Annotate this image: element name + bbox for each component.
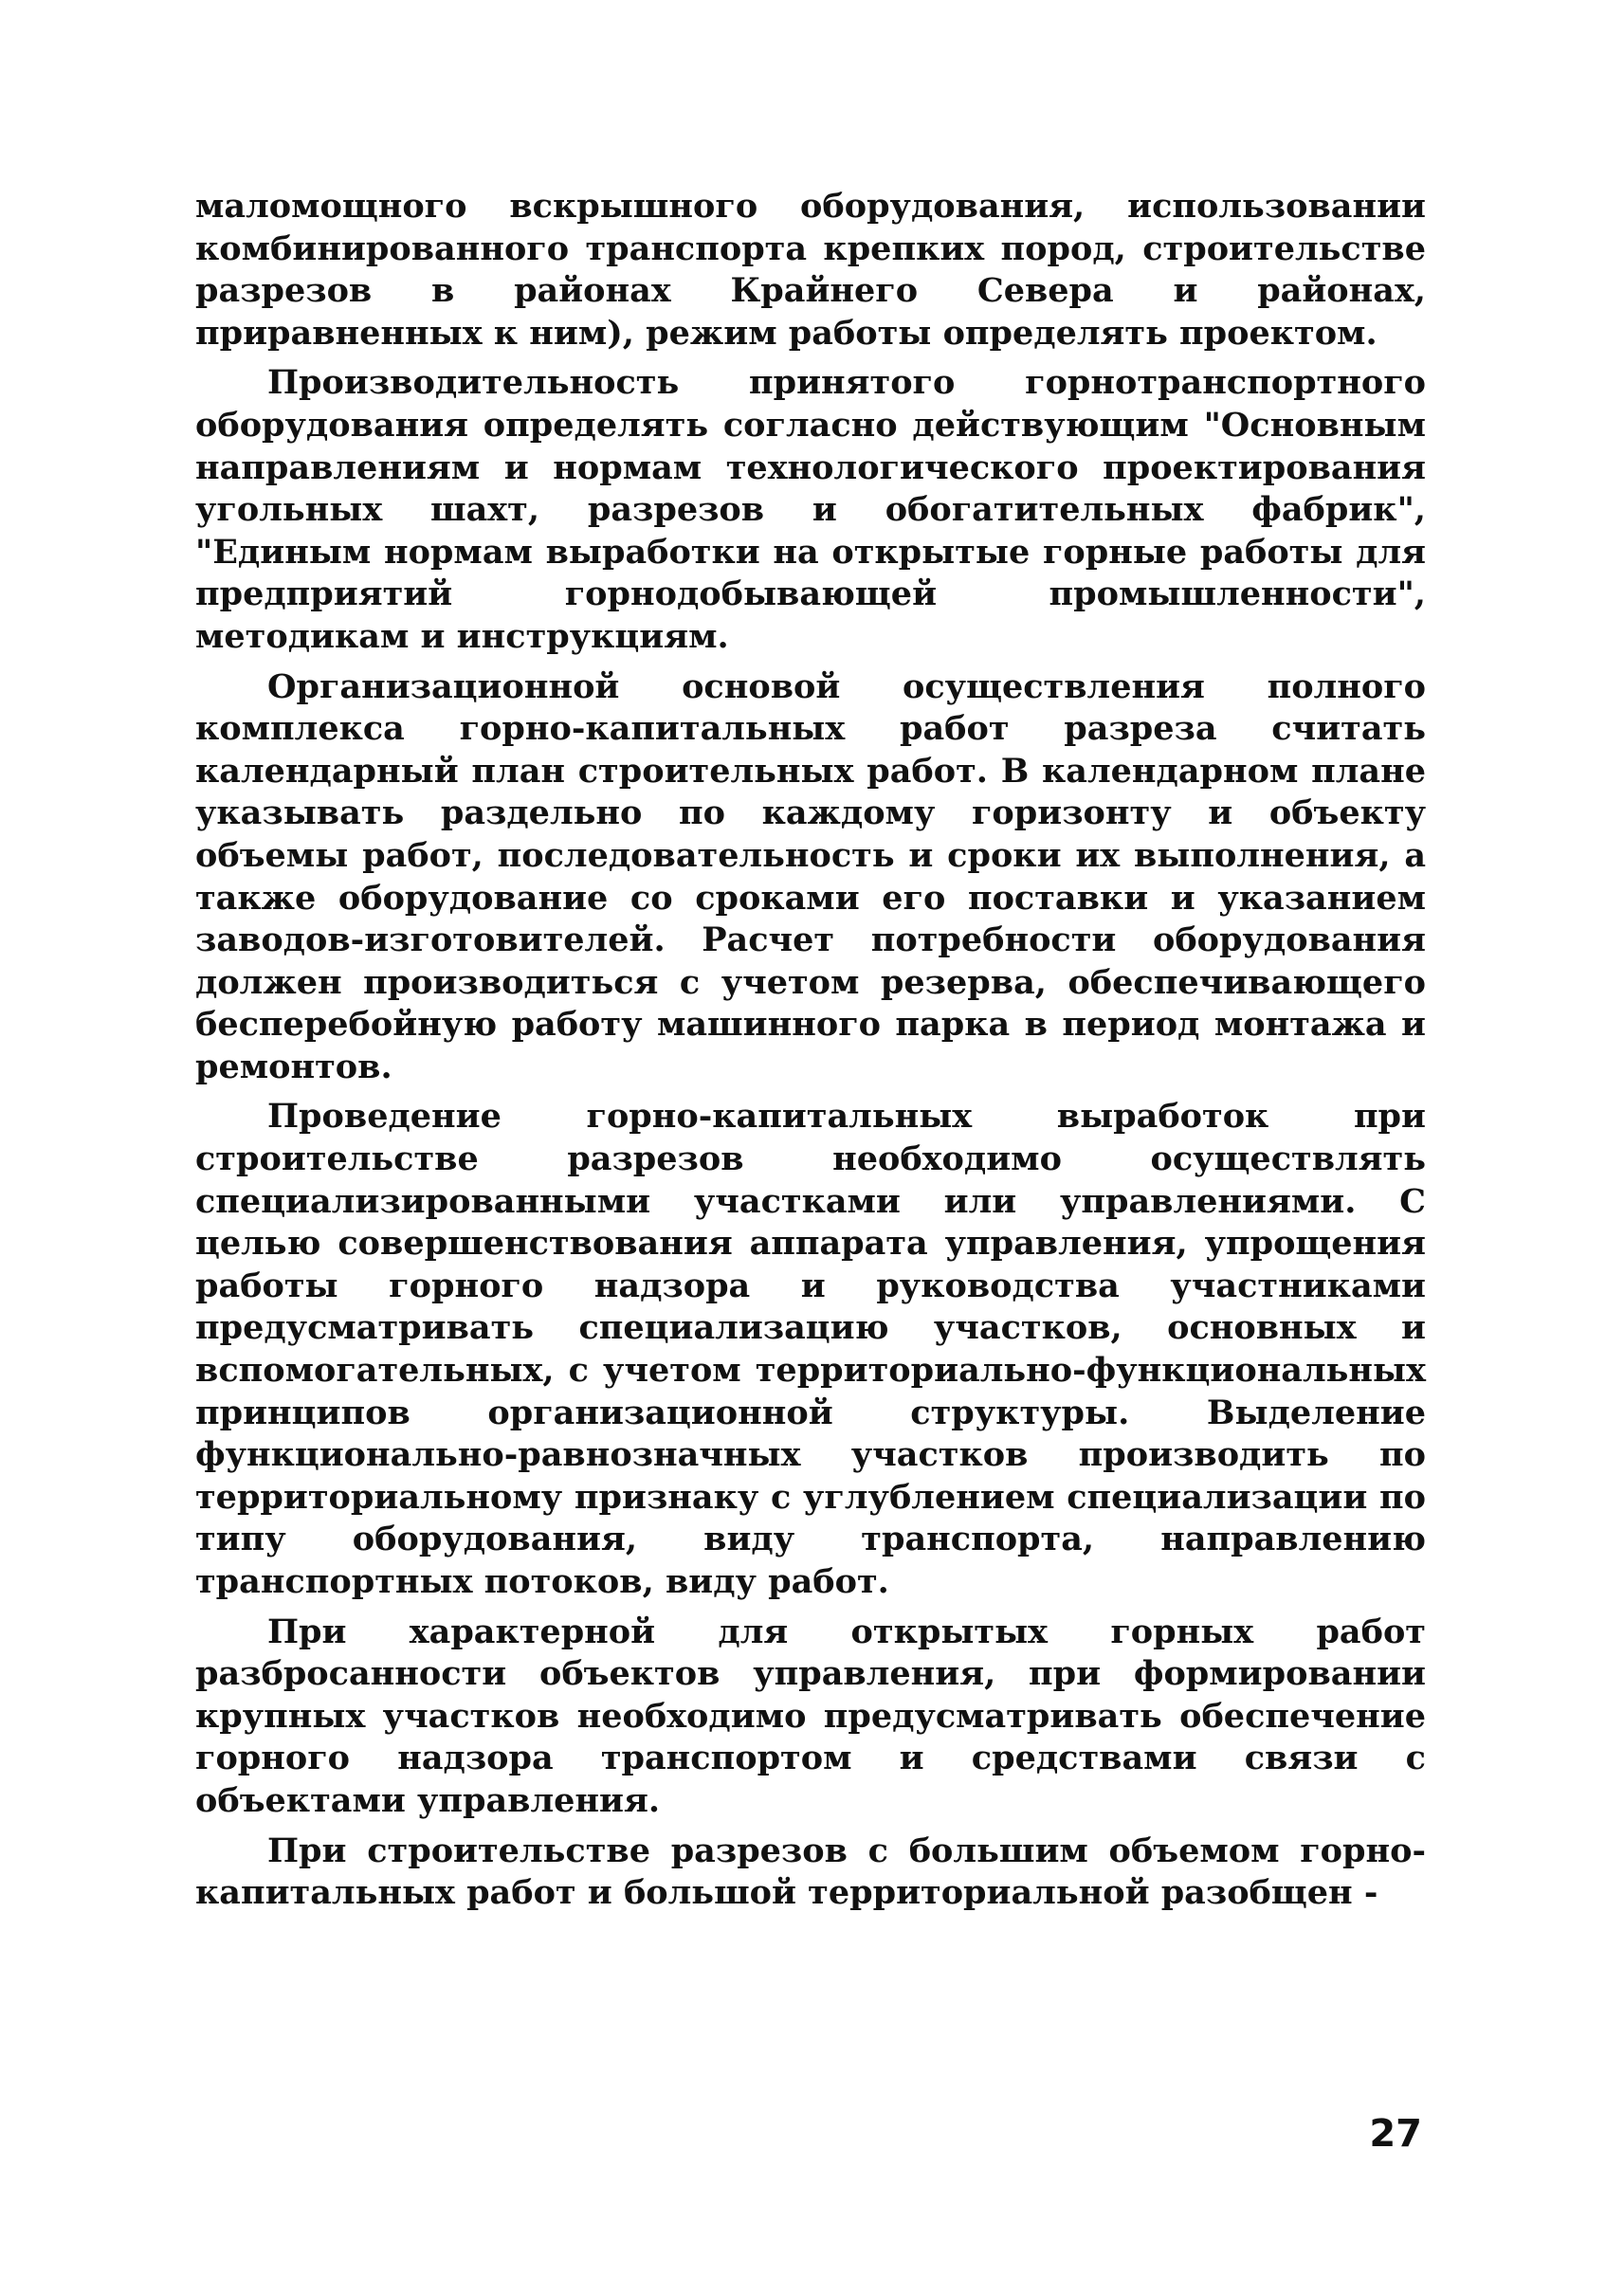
- page-number: 27: [1369, 2112, 1422, 2156]
- paragraph-6: При строительстве разрезов с большим объемом горно-капитальных работ и большой территориальной разобщен -: [195, 1831, 1426, 1913]
- paragraph-3: Организационной основой осуществления полного комплекса горно-капитальных работ разреза считать календарный план строительных работ. В календарном плане указывать раздельно по каждому горизонту и объекту объемы работ, последовательность и сроки их выполнения, а также оборудование со сроками его поставки и указанием заводов-изготовителей. Расчет потребности оборудования должен производиться с учетом резерва, обеспечивающего бесперебойную работу машинного парка в период монтажа и ремонтов.: [195, 666, 1426, 1086]
- paragraph-2: Производительность принятого горнотранспортного оборудования определять согласно действующим "Основным направлениям и нормам технологического проектирования угольных шахт, разрезов и обогатительных фабрик", "Единым нормам выработки на открытые горные работы для предприятий горнодобывающей промышленности", методикам и инструкциям.: [195, 363, 1426, 656]
- paragraph-5: При характерной для открытых горных работ разбросанности объектов управления, при формировании крупных участков необходимо предусматривать обеспечение горного надзора транспортом и средствами связи с объектами управления.: [195, 1612, 1426, 1820]
- body-text: [195, 186, 1426, 1922]
- paragraph-1: маломощного вскрышного оборудования, использовании комбинированного транспорта крепких пород, строительстве разрезов в районах Крайнего Севера и районах, приравненных к ним), режим работы определять проектом.: [195, 187, 1426, 353]
- paragraph-4: Проведение горно-капитальных выработок при строительстве разрезов необходимо осуществлять специализированными участками или управлениями. С целью совершенствования аппарата управления, упрощения работы горного надзора и руководства участниками предусматривать специализацию участков, основных и вспомогательных, с учетом территориально-функциональных принципов организационной структуры. Выделение функционально-равнозначных участков производить по территориальному признаку с углублением специализации по типу оборудования, виду транспорта, направлению транспортных потоков, виду работ.: [195, 1097, 1426, 1601]
